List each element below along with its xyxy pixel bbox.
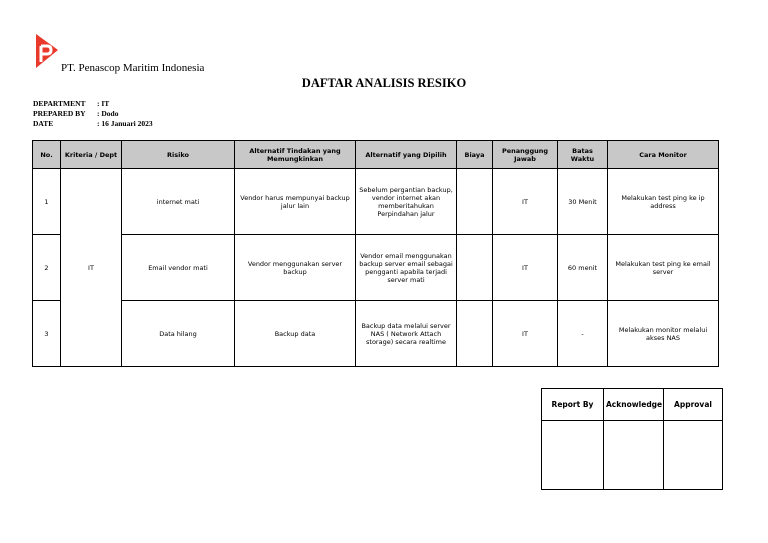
header-alternatif: Alternatif Tindakan yang Memungkinkan bbox=[235, 141, 356, 169]
cell-batas-waktu: 60 menit bbox=[558, 235, 608, 301]
cell-penanggung-jawab: IT bbox=[493, 169, 558, 235]
header-cara-monitor: Cara Monitor bbox=[608, 141, 719, 169]
header-kriteria: Kriteria / Dept bbox=[61, 141, 122, 169]
cell-risiko: internet mati bbox=[122, 169, 235, 235]
cell-no: 3 bbox=[33, 301, 61, 367]
approval-signature-cell bbox=[664, 421, 723, 490]
cell-risiko: Data hilang bbox=[122, 301, 235, 367]
report-by-signature-cell bbox=[542, 421, 604, 490]
cell-batas-waktu: 30 Menit bbox=[558, 169, 608, 235]
cell-penanggung-jawab: IT bbox=[493, 235, 558, 301]
cell-no: 1 bbox=[33, 169, 61, 235]
acknowledge-label: Acknowledge bbox=[604, 389, 664, 421]
cell-kriteria: IT bbox=[61, 169, 122, 367]
signature-body-row bbox=[542, 421, 723, 490]
cell-cara-monitor: Melakukan test ping ke ip address bbox=[608, 169, 719, 235]
cell-dipilih: Vendor email menggunakan backup server email sebagai pengganti apabila terjadi server mati bbox=[356, 235, 457, 301]
document-title: DAFTAR ANALISIS RESIKO bbox=[301, 76, 467, 90]
report-by-label: Report By bbox=[542, 389, 604, 421]
cell-dipilih: Backup data melalui server NAS ( Network Attach storage) secara realtime bbox=[356, 301, 457, 367]
table-row bbox=[33, 235, 719, 301]
approval-label: Approval bbox=[664, 389, 723, 421]
header-no: No. bbox=[33, 141, 61, 169]
table-header-row bbox=[33, 141, 719, 169]
table-row bbox=[33, 169, 719, 235]
table-row bbox=[33, 301, 719, 367]
cell-cara-monitor: Melakukan monitor melalui akses NAS bbox=[608, 301, 719, 367]
cell-biaya bbox=[457, 169, 493, 235]
cell-penanggung-jawab: IT bbox=[493, 301, 558, 367]
company-name: PT. Penascop Maritim Indonesia bbox=[61, 62, 205, 74]
header-biaya: Biaya bbox=[457, 141, 493, 169]
cell-biaya bbox=[457, 301, 493, 367]
header-batas-waktu: Batas Waktu bbox=[558, 141, 608, 169]
pt-logo-icon bbox=[33, 32, 59, 70]
header-risiko: Risiko bbox=[122, 141, 235, 169]
signature-table bbox=[541, 388, 723, 490]
meta-date: DATE : 16 Januari 2023 bbox=[33, 119, 153, 128]
signature-header-row bbox=[542, 389, 723, 421]
cell-cara-monitor: Melakukan test ping ke email server bbox=[608, 235, 719, 301]
meta-prepared-by: PREPARED BY : Dodo bbox=[33, 109, 119, 118]
cell-alternatif: Vendor harus mempunyai backup jalur lain bbox=[235, 169, 356, 235]
header-penanggung-jawab: Penanggung Jawab bbox=[493, 141, 558, 169]
cell-alternatif: Vendor menggunakan server backup bbox=[235, 235, 356, 301]
acknowledge-signature-cell bbox=[604, 421, 664, 490]
cell-batas-waktu: - bbox=[558, 301, 608, 367]
cell-alternatif: Backup data bbox=[235, 301, 356, 367]
cell-dipilih: Sebelum pergantian backup, vendor internet akan memberitahukan Perpindahan jalur bbox=[356, 169, 457, 235]
header-dipilih: Alternatif yang Dipilih bbox=[356, 141, 457, 169]
meta-department: DEPARTMENT : IT bbox=[33, 99, 110, 108]
cell-risiko: Email vendor mati bbox=[122, 235, 235, 301]
cell-biaya bbox=[457, 235, 493, 301]
document-meta bbox=[33, 99, 153, 129]
cell-no: 2 bbox=[33, 235, 61, 301]
risk-table bbox=[32, 140, 719, 367]
